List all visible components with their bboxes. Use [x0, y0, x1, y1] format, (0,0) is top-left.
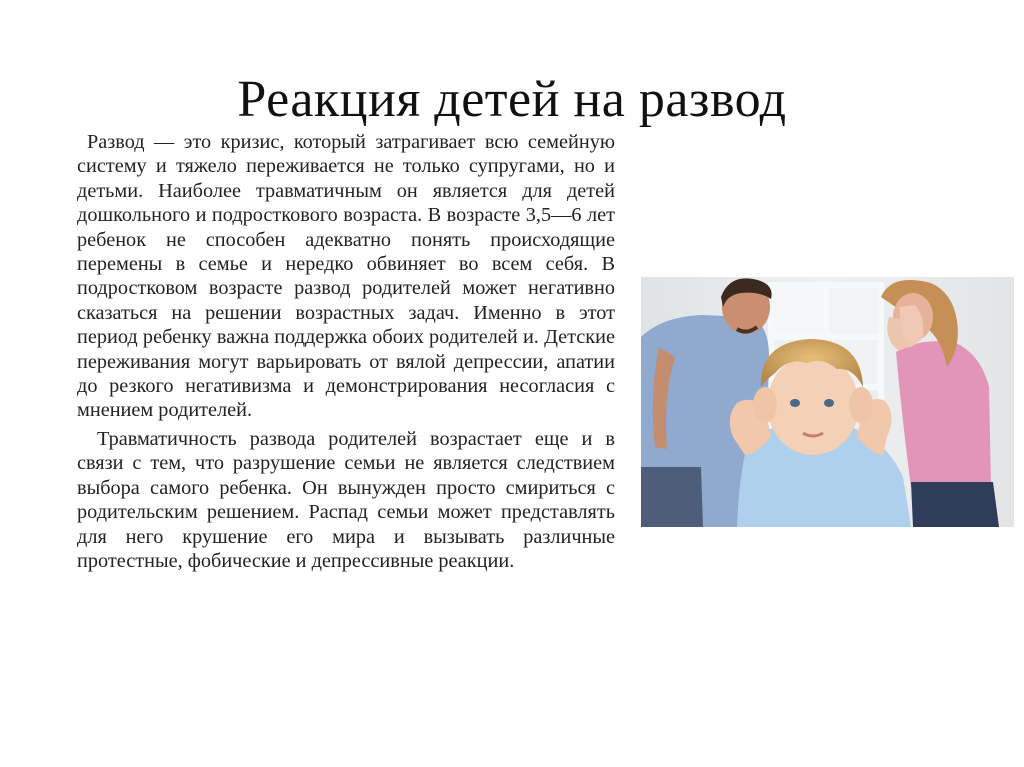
body-text [77, 130, 615, 573]
slide-title: Реакция детей на развод [237, 70, 787, 128]
paragraph-1: Развод — это кризис, который затрагивает всю семейную систему и тяжело переживается не только супругами, но и детьми. Наиболее травматичным он является для детей дошкольного и подросткового возраста. В возрасте 3,5—6 лет ребенок не способен адекватно понять происходящие перемены в семье и нередко обвиняет во всем себя. В подростковом возрасте развод родителей может негативно сказаться на решении возрастных задач. Именно в этот период ребенку важна поддержка обоих родителей и. Детские переживания могут варьировать от вялой депрессии, апатии до резкого негативизма и демонстрирования несогласия с мнением родителей. [77, 131, 615, 422]
paragraph-2: Травматичность развода родителей возрастает еще и в связи с тем, что разрушение семьи не является следствием выбора самого ребенка. Он вынужден просто смириться с родительским решением. Распад семьи может представлять для него крушение его мира и вызывать различные протестные, фобические и депрессивные реакции. [77, 427, 615, 572]
family-photo [641, 277, 1014, 527]
